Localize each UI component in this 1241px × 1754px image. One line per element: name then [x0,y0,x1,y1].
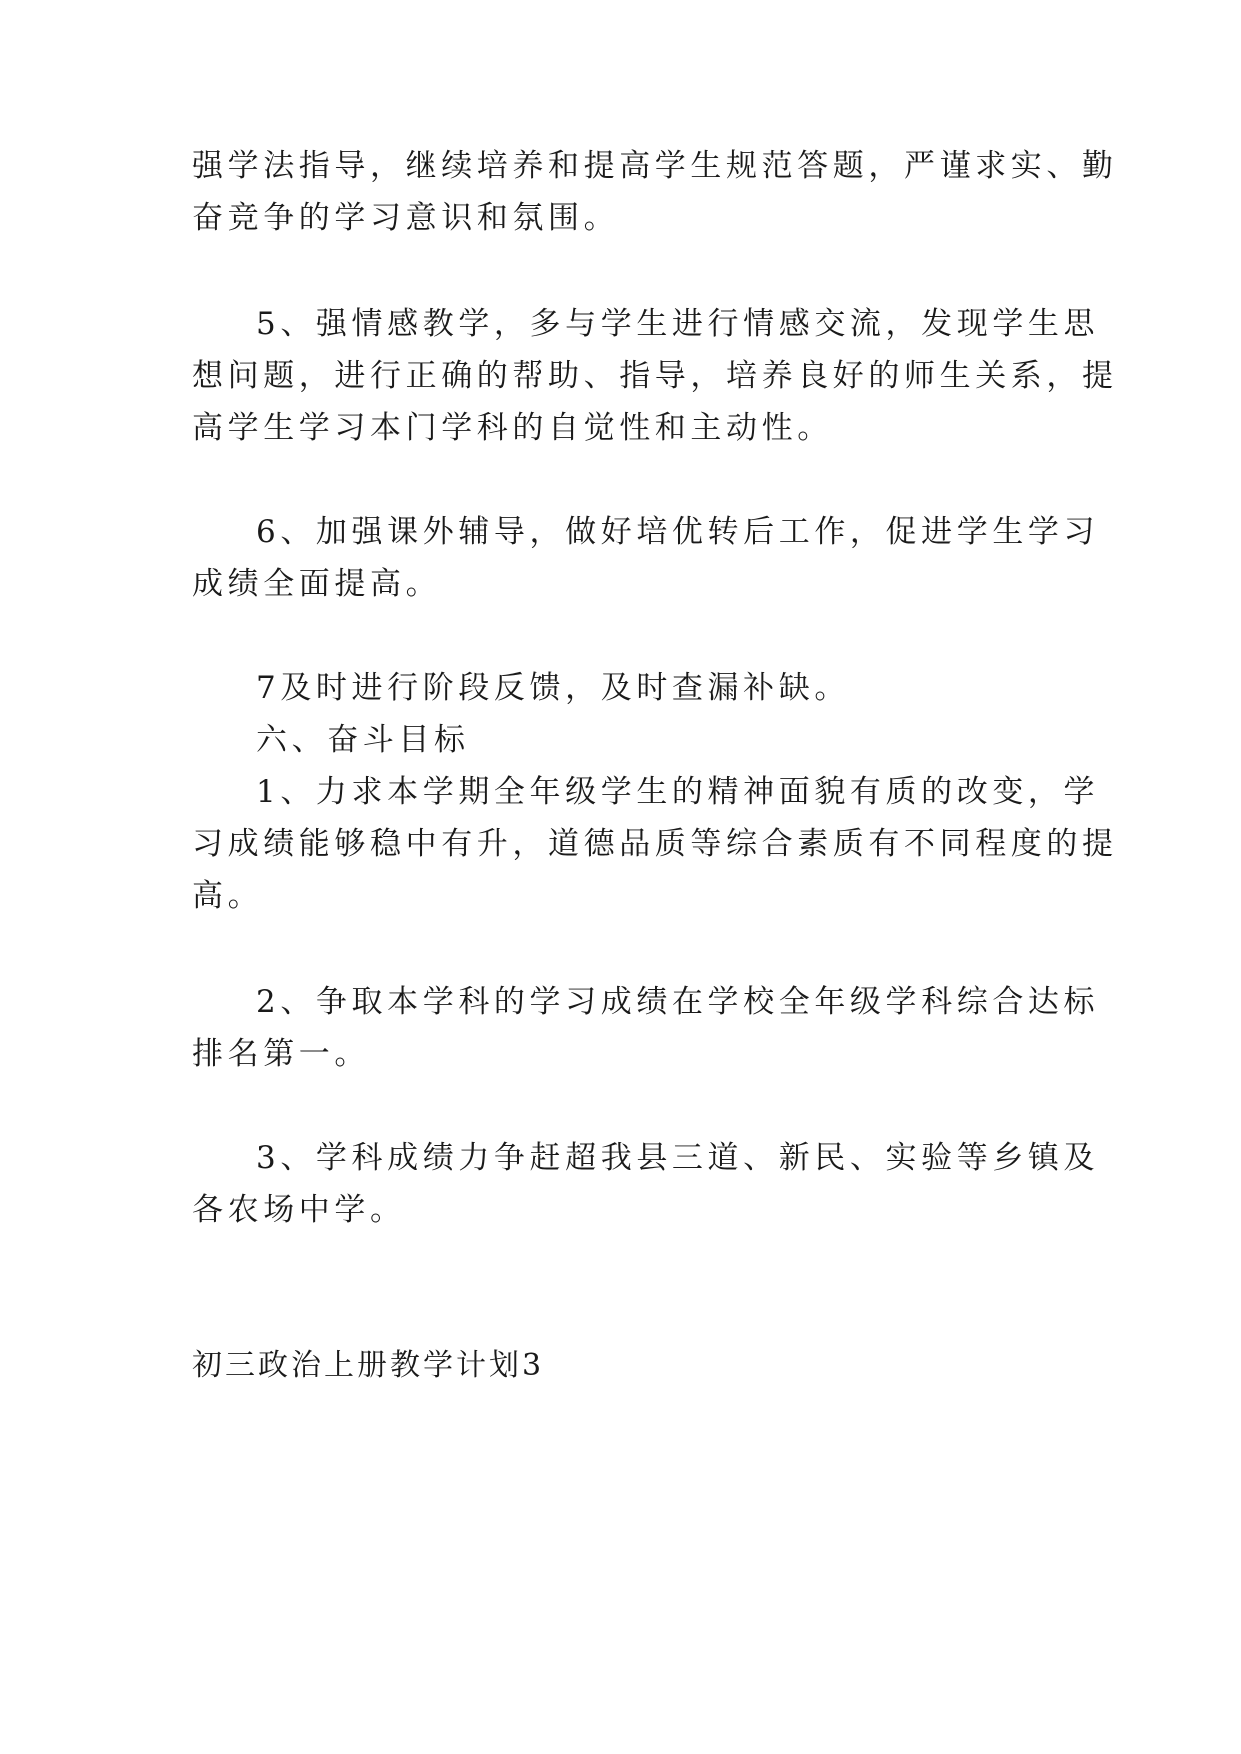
paragraph-line: 高。 [192,878,264,914]
paragraph-line: 强学法指导，继续培养和提高学生规范答题，严谨求实、勤 [192,148,1118,184]
paragraph-line: 7及时进行阶段反馈，及时查漏补缺。 [256,670,850,706]
section-title: 六、奋斗目标 [256,722,470,758]
paragraph-line: 5、强情感教学，多与学生进行情感交流，发现学生思 [256,306,1100,342]
paragraph-line: 3、学科成绩力争赶超我县三道、新民、实验等乡镇及 [256,1140,1100,1176]
document-heading: 初三政治上册教学计划3 [192,1348,545,1383]
paragraph-line: 2、争取本学科的学习成绩在学校全年级学科综合达标 [256,984,1100,1020]
paragraph-line: 高学生学习本门学科的自觉性和主动性。 [192,410,833,446]
paragraph-line: 成绩全面提高。 [192,566,442,602]
paragraph-line: 想问题，进行正确的帮助、指导，培养良好的师生关系，提 [192,358,1118,394]
paragraph-line: 习成绩能够稳中有升，道德品质等综合素质有不同程度的提 [192,826,1118,862]
paragraph-line: 各农场中学。 [192,1192,406,1228]
paragraph-line: 奋竞争的学习意识和氛围。 [192,200,620,236]
paragraph-line: 排名第一。 [192,1036,370,1072]
paragraph-line: 6、加强课外辅导，做好培优转后工作，促进学生学习 [256,514,1100,550]
paragraph-line: 1、力求本学期全年级学生的精神面貌有质的改变，学 [256,774,1100,810]
